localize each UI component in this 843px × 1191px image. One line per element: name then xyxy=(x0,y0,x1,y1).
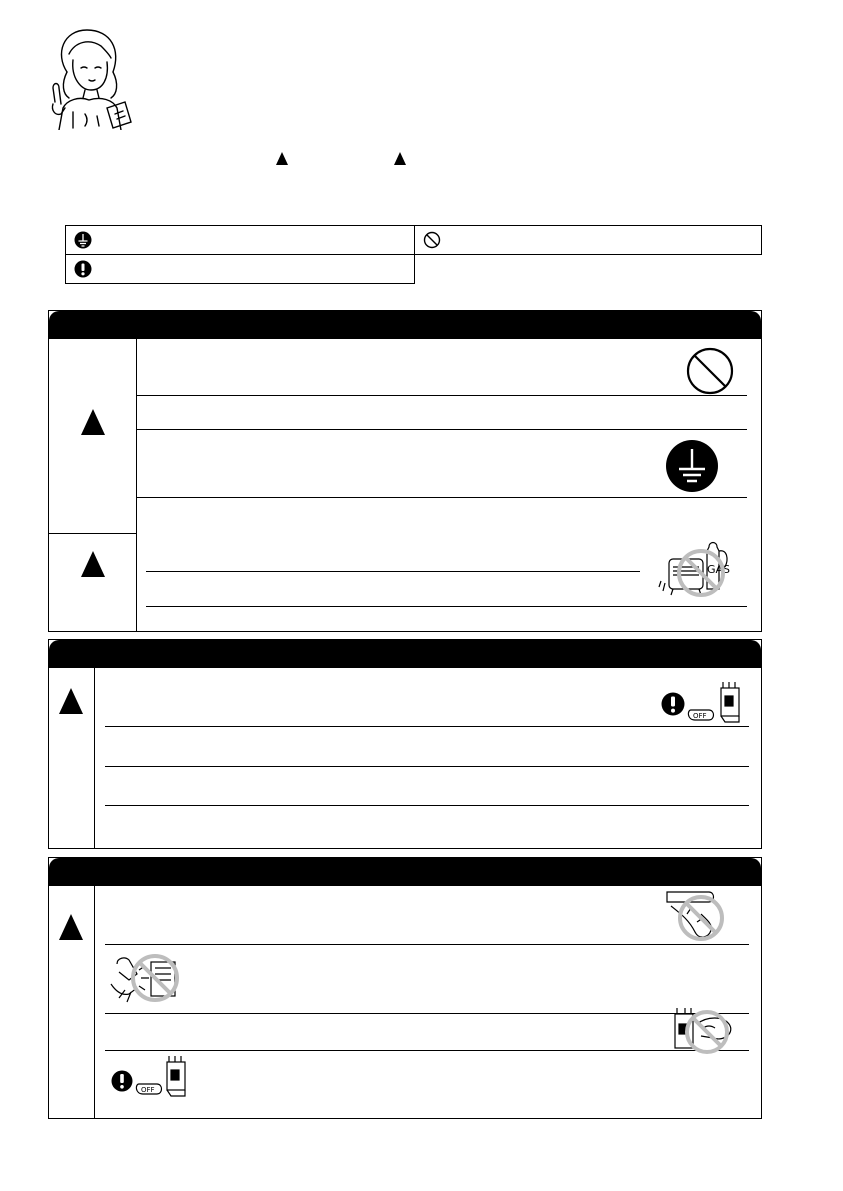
no-water-spray-icon xyxy=(107,950,191,1008)
no-gas-heater-icon xyxy=(657,537,741,607)
exclamation-icon xyxy=(661,692,685,716)
caution-triangle-icon xyxy=(394,152,406,165)
svg-text:OFF: OFF xyxy=(693,712,707,720)
section-2-panel xyxy=(48,639,762,849)
caution-triangle-icon xyxy=(81,551,105,577)
legend-mandatory xyxy=(65,254,415,284)
section-3-panel xyxy=(48,857,762,1119)
prohibit-icon xyxy=(423,231,441,249)
ground-icon xyxy=(74,231,92,249)
legend-ground xyxy=(65,225,415,255)
caution-triangle-icon xyxy=(59,688,83,714)
exclamation-icon xyxy=(74,260,92,278)
section-1-header xyxy=(49,311,761,339)
exclamation-icon xyxy=(111,1070,133,1092)
prohibit-icon xyxy=(685,346,735,396)
caution-triangle-icon xyxy=(59,914,83,940)
ground-icon xyxy=(665,439,719,493)
section-2-header xyxy=(49,640,761,668)
mascot-illustration xyxy=(45,24,135,130)
breaker-switch-off-icon xyxy=(133,1054,195,1098)
warning-triangle-icon xyxy=(276,152,288,165)
no-wet-hands-switch-icon xyxy=(667,1006,737,1056)
breaker-switch-off-icon xyxy=(685,680,749,724)
section-3-header xyxy=(49,858,761,886)
no-touch-unit-icon xyxy=(661,884,731,942)
warning-triangle-icon xyxy=(81,409,105,435)
svg-text:GAS: GAS xyxy=(707,563,731,576)
legend-prohibit xyxy=(414,225,762,255)
section-1-panel xyxy=(48,310,762,632)
svg-text:OFF: OFF xyxy=(141,1086,155,1094)
